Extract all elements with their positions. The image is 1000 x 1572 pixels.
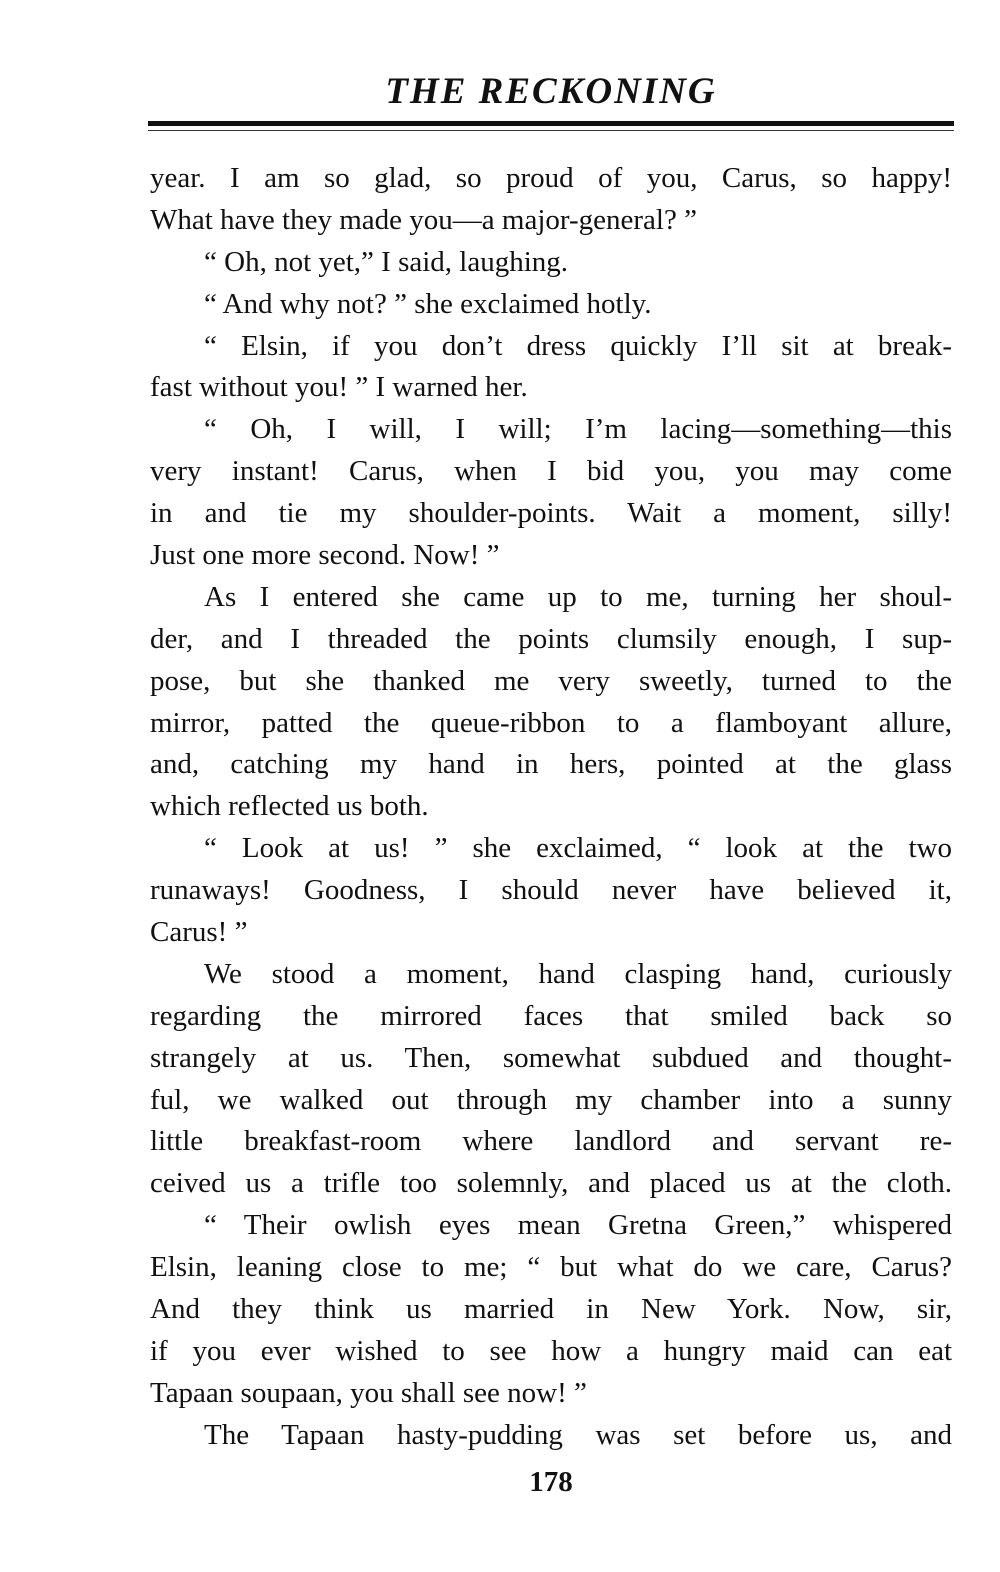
text-line: “ Oh, not yet,” I said, laughing. <box>204 245 569 278</box>
text-line: “ Elsin, if you don’t dress quickly I’ll sit at break- <box>204 329 952 362</box>
text-line: As I entered she came up to me, turning her shoul- <box>204 580 952 613</box>
text-line: if you ever wished to see how a hungry maid can eat <box>150 1334 952 1367</box>
text-line: regarding the mirrored faces that smiled back so <box>150 999 952 1032</box>
text-line: and, catching my hand in hers, pointed at the glass <box>150 748 952 781</box>
running-title: THE RECKONING <box>385 71 717 112</box>
text-line: “ Look at us! ” she exclaimed, “ look at the two <box>204 832 952 865</box>
text-line: year. I am so glad, so proud of you, Carus, so happy! <box>150 162 952 194</box>
text-line: And they think us married in New York. Now, sir, <box>150 1293 952 1326</box>
text-line: Just one more second. Now! ” <box>150 539 500 572</box>
text-line: runaways! Goodness, I should never have believed it, <box>150 874 952 907</box>
text-line: pose, but she thanked me very sweetly, turned to the <box>150 664 952 697</box>
text-line: little breakfast-room where landlord and servant re- <box>150 1125 952 1158</box>
text-line: very instant! Carus, when I bid you, you may come <box>150 455 952 488</box>
body-text <box>150 158 952 1457</box>
text-line: We stood a moment, hand clasping hand, curiously <box>204 957 952 990</box>
text-line: “ Oh, I will, I will; I’m lacing—something—this <box>204 413 952 446</box>
text-line: der, and I threaded the points clumsily enough, I sup- <box>150 622 952 655</box>
text-line: strangely at us. Then, somewhat subdued and thought- <box>150 1041 952 1074</box>
text-line: What have they made you—a major-general? ” <box>150 203 697 236</box>
text-line: ceived us a trifle too solemnly, and placed us at the cloth. <box>150 1167 952 1200</box>
text-line: which reflected us both. <box>150 790 429 823</box>
text-line: ful, we walked out through my chamber into a sunny <box>150 1083 952 1116</box>
text-line: Carus! ” <box>150 916 248 949</box>
text-line: Tapaan soupaan, you shall see now! ” <box>150 1376 587 1409</box>
page-number: 178 <box>529 1466 573 1498</box>
text-line: “ And why not? ” she exclaimed hotly. <box>204 287 652 320</box>
text-line: fast without you! ” I warned her. <box>150 371 528 404</box>
text-line: “ Their owlish eyes mean Gretna Green,” whispered <box>204 1209 952 1242</box>
text-line: The Tapaan hasty-pudding was set before us, and <box>204 1418 952 1451</box>
header-rule-thick <box>148 121 954 126</box>
text-line: mirror, patted the queue-ribbon to a flamboyant allure, <box>150 706 952 739</box>
text-line: Elsin, leaning close to me; “ but what do we care, Carus? <box>150 1251 952 1284</box>
text-line: in and tie my shoulder-points. Wait a moment, silly! <box>150 497 952 530</box>
header-rule-thin <box>148 130 954 131</box>
